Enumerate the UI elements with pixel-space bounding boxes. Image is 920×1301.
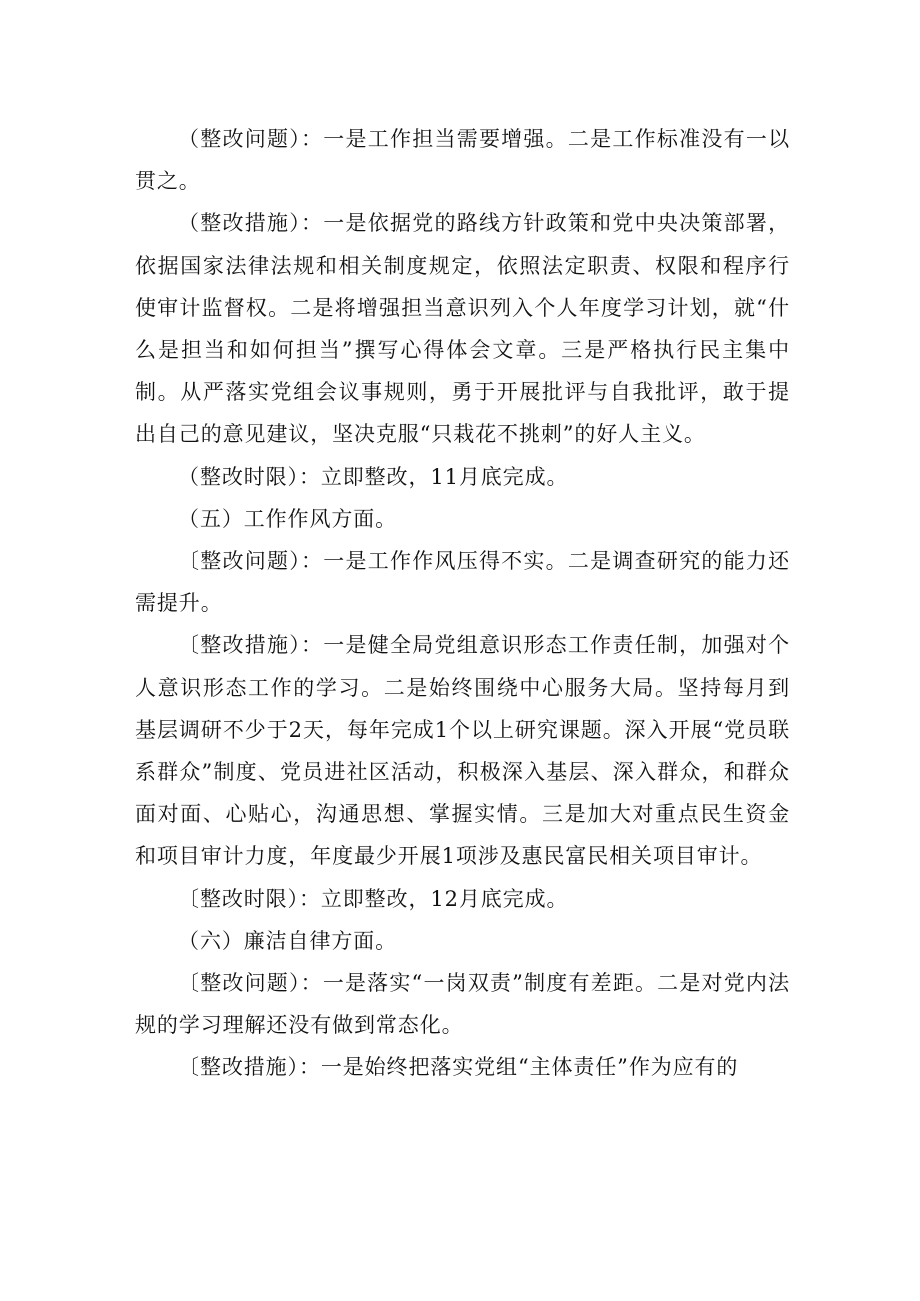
paragraph-rectification-problem-1: （整改问题）：一是工作担当需要增强。二是工作标准没有一以贯之。 xyxy=(135,127,790,194)
paragraph-rectification-problem-3: 〔整改问题）：一是落实“一岗双责”制度有差距。二是对党内法规的学习理解还没有做到常态化。 xyxy=(135,971,790,1038)
paragraph-rectification-deadline-2: 〔整改时限）：立即整改，12月底完成。 xyxy=(178,886,569,911)
section-heading-work-style: （五）工作作风方面。 xyxy=(178,506,398,531)
paragraph-rectification-deadline-1: （整改时限）：立即整改，11月底完成。 xyxy=(178,464,569,489)
paragraph-rectification-problem-2: 〔整改问题）：一是工作作风压得不实。二是调查研究的能力还需提升。 xyxy=(135,549,790,616)
document-body xyxy=(135,118,790,1089)
paragraph-rectification-measures-3: 〔整改措施）：一是始终把落实党组“主体责任”作为应有的 xyxy=(178,1055,739,1080)
section-heading-integrity: （六）廉洁自律方面。 xyxy=(178,928,398,953)
paragraph-rectification-measures-1: （整改措施）：一是依据党的路线方针政策和党中央决策部署，依据国家法律法规和相关制度规定，依照法定职责、权限和程序行使审计监督权。二是将增强担当意识列入个人年度学习计划，就“什么是担当和如何担当”撰写心得体会文章。三是严格执行民主集中制。从严落实党组会议事规则，勇于开展批评与自我批评，敢于提出自己的意见建议，坚决克服“只栽花不挑刺”的好人主义。 xyxy=(135,211,790,447)
paragraph-rectification-measures-2: 〔整改措施）：一是健全局党组意识形态工作责任制，加强对个人意识形态工作的学习。二是始终围绕中心服务大局。坚持每月到基层调研不少于2天，每年完成1个以上研究课题。深入开展“党员联系群众”制度、党员进社区活动，积极深入基层、深入群众，和群众面对面、心贴心，沟通思想、掌握实情。三是加大对重点民生资金和项目审计力度，年度最少开展1项涉及惠民富民相关项目审计。 xyxy=(135,633,790,869)
